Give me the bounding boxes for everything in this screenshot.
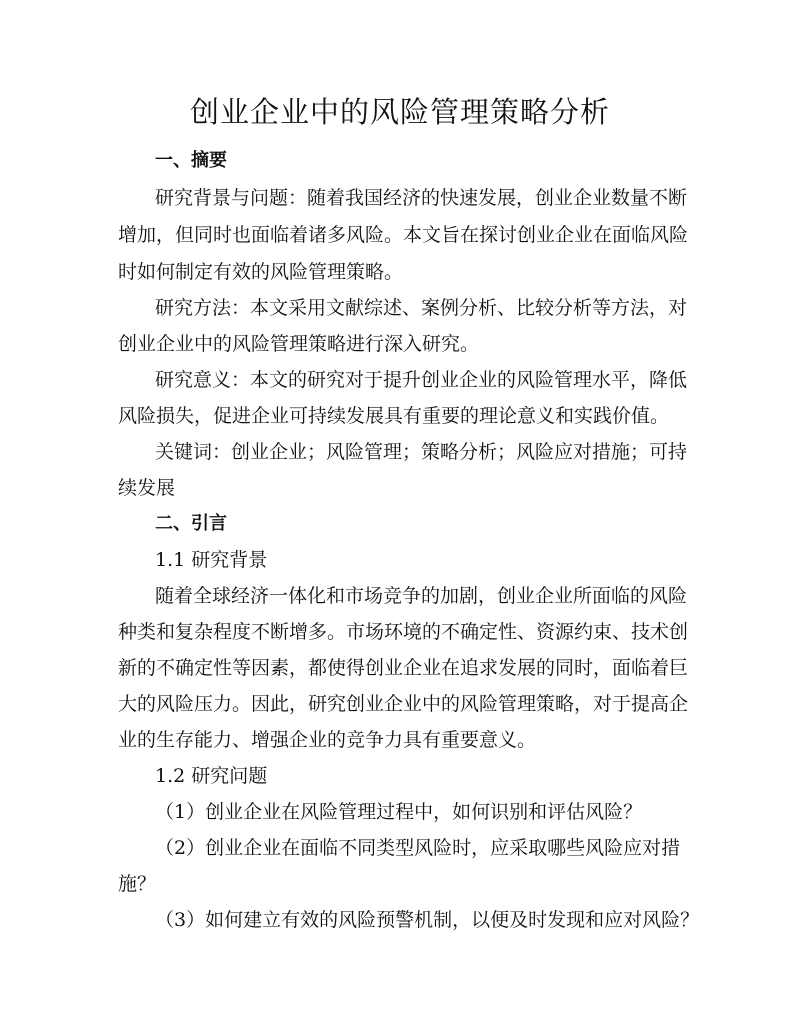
paragraph-line: 随着全球经济一体化和市场竞争的加剧，创业企业所面临的风险 — [155, 585, 688, 607]
keywords-line: 续发展 — [118, 477, 176, 499]
question-item: （3）如何建立有效的风险预警机制，以便及时发现和应对风险？ — [155, 909, 700, 931]
question-item-continued: 施？ — [118, 873, 157, 895]
section-heading-introduction: 二、引言 — [155, 513, 227, 534]
keywords-line: 关键词：创业企业；风险管理；策略分析；风险应对措施；可持 — [155, 441, 688, 463]
question-item: （1）创业企业在风险管理过程中，如何识别和评估风险？ — [155, 801, 643, 823]
paragraph-line: 增加，但同时也面临着诸多风险。本文旨在探讨创业企业在面临风险 — [118, 224, 689, 246]
paragraph-line: 风险损失，促进企业可持续发展具有重要的理论意义和实践价值。 — [118, 405, 670, 427]
paragraph-line: 业的生存能力、增强企业的竞争力具有重要意义。 — [118, 729, 537, 751]
section-heading-abstract: 一、摘要 — [155, 150, 227, 171]
paragraph-line: 创业企业中的风险管理策略进行深入研究。 — [118, 333, 480, 355]
paragraph-line: 研究背景与问题：随着我国经济的快速发展，创业企业数量不断 — [155, 187, 688, 209]
subsection-heading-questions: 1.2 研究问题 — [155, 765, 268, 787]
subsection-heading-background: 1.1 研究背景 — [155, 549, 268, 571]
paragraph-line: 新的不确定性等因素，都使得创业企业在追求发展的同时，面临着巨 — [118, 657, 689, 679]
document-title: 创业企业中的风险管理策略分析 — [189, 95, 610, 129]
paragraph-line: 研究意义：本文的研究对于提升创业企业的风险管理水平，降低 — [155, 369, 688, 391]
paragraph-line: 研究方法：本文采用文献综述、案例分析、比较分析等方法，对 — [155, 297, 688, 319]
paragraph-line: 大的风险压力。因此，研究创业企业中的风险管理策略，对于提高企 — [118, 693, 689, 715]
question-item: （2）创业企业在面临不同类型风险时，应采取哪些风险应对措 — [155, 837, 681, 859]
paragraph-line: 时如何制定有效的风险管理策略。 — [118, 261, 404, 283]
paragraph-line: 种类和复杂程度不断增多。市场环境的不确定性、资源约束、技术创 — [118, 621, 689, 643]
